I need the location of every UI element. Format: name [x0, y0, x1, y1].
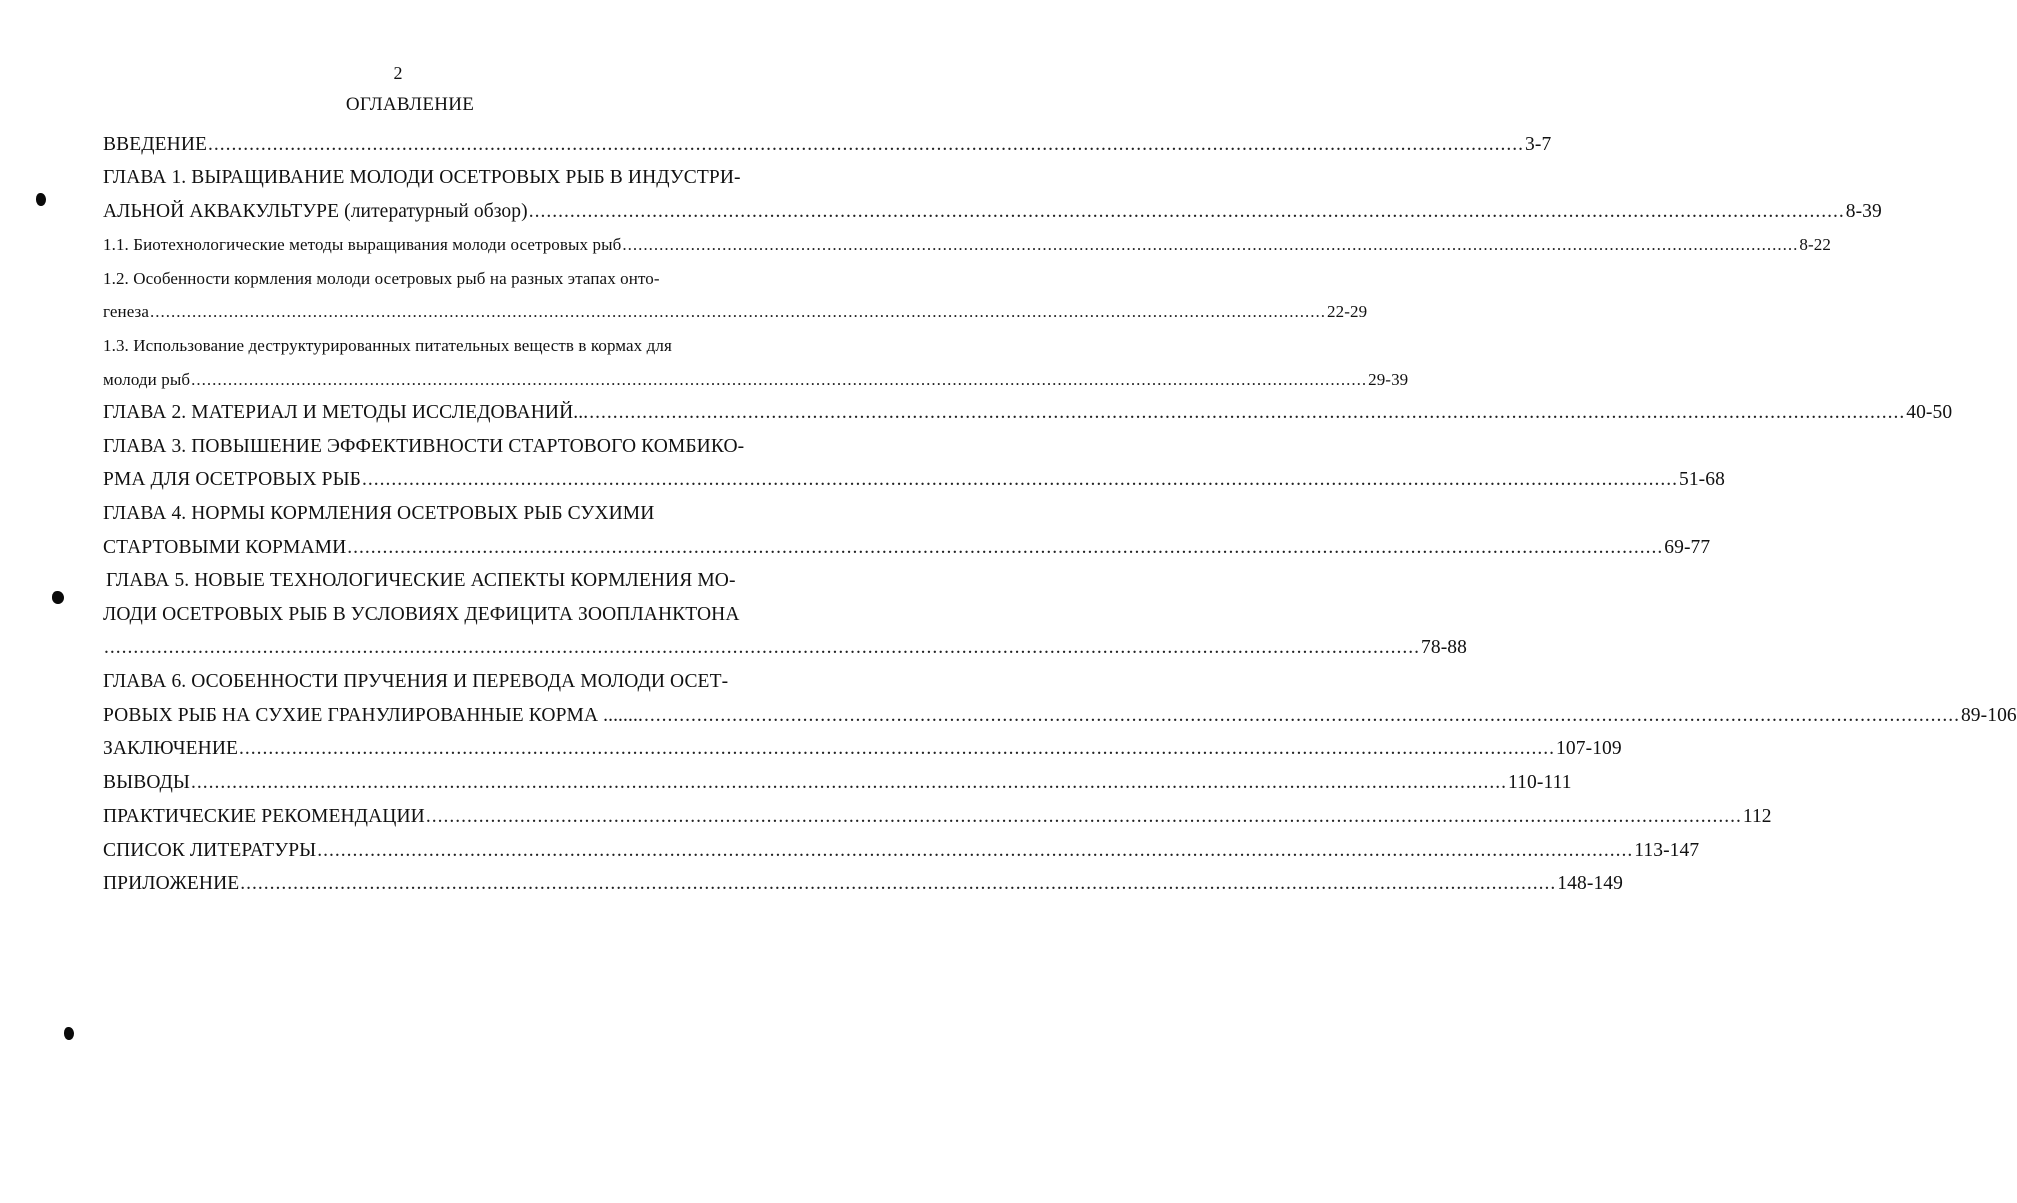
- toc-entry-ch4-line1: ГЛАВА 4. НОРМЫ КОРМЛЕНИЯ ОСЕТРОВЫХ РЫБ СУХИМИ: [103, 503, 655, 524]
- toc-entry-references: [103, 838, 1700, 864]
- toc-entry-s13-line2: [103, 367, 1409, 393]
- entry-pages: 29-39: [1368, 370, 1409, 389]
- dot-leader: ................................................................................................................................................................................................................................: [191, 772, 1508, 793]
- toc-entry-ch3-line1: ГЛАВА 3. ПОВЫШЕНИЕ ЭФФЕКТИВНОСТИ СТАРТОВОГО КОМБИКО-: [103, 436, 745, 457]
- entry-pages: 113-147: [1634, 840, 1700, 861]
- entry-pages: 110-111: [1508, 772, 1572, 793]
- dot-leader: ................................................................................................................................................................................................................................: [104, 637, 1420, 658]
- page-number: 2: [393, 63, 403, 83]
- entry-text: РМА ДЛЯ ОСЕТРОВЫХ РЫБ: [103, 469, 361, 490]
- toc-entry-ch1-line1: ГЛАВА 1. ВЫРАЩИВАНИЕ МОЛОДИ ОСЕТРОВЫХ РЫБ В ИНДУСТРИ-: [103, 167, 741, 188]
- entry-pages: 8-39: [1845, 201, 1882, 222]
- toc-entry-findings: [103, 770, 1572, 796]
- entry-pages: 89-106: [1960, 705, 2017, 726]
- entry-text: ПРАКТИЧЕСКИЕ РЕКОМЕНДАЦИИ: [103, 806, 425, 827]
- toc-title: ОГЛАВЛЕНИЕ: [345, 94, 475, 115]
- toc-entry-ch3-line2: [103, 467, 1725, 493]
- entry-pages: 51-68: [1678, 469, 1725, 490]
- entry-text: 1.1. Биотехнологические методы выращивания молоди осетровых рыб: [103, 235, 622, 254]
- dot-leader: ................................................................................................................................................................................................................................: [191, 370, 1368, 389]
- dot-leader: ................................................................................................................................................................................................................................: [589, 402, 1906, 423]
- toc-entry-ch1-line2: [103, 199, 1882, 225]
- dot-leader: ................................................................................................................................................................................................................................: [150, 302, 1327, 321]
- entry-text: СПИСОК ЛИТЕРАТУРЫ: [103, 840, 317, 861]
- toc-entry-conclusion: [103, 736, 1622, 762]
- toc-entry-ch5-line2: ЛОДИ ОСЕТРОВЫХ РЫБ В УСЛОВИЯХ ДЕФИЦИТА ЗООПЛАНКТОНА: [103, 604, 740, 625]
- toc-entry-s12-line2: [103, 299, 1368, 325]
- toc-entry-s13-line1: 1.3. Использование деструктурированных питательных веществ в кормах для: [103, 336, 672, 355]
- toc-entry-intro: [103, 132, 1552, 158]
- dot-leader: ................................................................................................................................................................................................................................: [317, 840, 1634, 861]
- entry-pages: 107-109: [1556, 738, 1622, 759]
- entry-text: молоди рыб: [103, 370, 191, 389]
- dot-leader: ................................................................................................................................................................................................................................: [239, 738, 1556, 759]
- entry-pages: 148-149: [1557, 873, 1623, 894]
- toc-entry-ch5-line3: [103, 635, 1467, 661]
- dot-leader: ................................................................................................................................................................................................................................: [528, 201, 1845, 222]
- entry-text: ВЫВОДЫ: [103, 772, 191, 793]
- dot-leader: ................................................................................................................................................................................................................................: [622, 235, 1799, 254]
- entry-text: ПРИЛОЖЕНИЕ: [103, 873, 240, 894]
- entry-text: ЗАКЛЮЧЕНИЕ: [103, 738, 239, 759]
- toc-entry-appendix: [103, 871, 1623, 897]
- binding-hole-mark: [52, 591, 64, 604]
- dot-leader: ................................................................................................................................................................................................................................: [643, 705, 1960, 726]
- entry-text: РОВЫХ РЫБ НА СУХИЕ ГРАНУЛИРОВАННЫЕ КОРМА ........: [103, 705, 643, 726]
- toc-entry-ch2: [103, 400, 1953, 426]
- toc-entry-s11: [103, 232, 1831, 258]
- entry-text: АЛЬНОЙ АКВАКУЛЬТУРЕ (литературный обзор): [103, 201, 528, 222]
- dot-leader: ................................................................................................................................................................................................................................: [347, 537, 1664, 558]
- dot-leader: ................................................................................................................................................................................................................................: [361, 469, 1678, 490]
- dot-leader: ................................................................................................................................................................................................................................: [240, 873, 1557, 894]
- entry-pages: 112: [1742, 806, 1772, 827]
- entry-pages: 69-77: [1664, 537, 1711, 558]
- dot-leader: ................................................................................................................................................................................................................................: [208, 134, 1525, 155]
- binding-hole-mark: [64, 1027, 74, 1040]
- toc-entry-s12-line1: 1.2. Особенности кормления молоди осетровых рыб на разных этапах онто-: [103, 269, 660, 288]
- entry-pages: 78-88: [1421, 637, 1467, 658]
- entry-pages: 40-50: [1906, 402, 1953, 423]
- entry-text: СТАРТОВЫМИ КОРМАМИ: [103, 537, 347, 558]
- entry-text: ВВЕДЕНИЕ: [103, 134, 208, 155]
- entry-pages: 8-22: [1799, 235, 1831, 254]
- dot-leader: ................................................................................................................................................................................................................................: [425, 806, 1742, 827]
- entry-text: генеза: [103, 302, 150, 321]
- toc-entry-ch4-line2: [103, 535, 1711, 561]
- binding-hole-mark: [36, 193, 46, 206]
- entry-text: ГЛАВА 2. МАТЕРИАЛ И МЕТОДЫ ИССЛЕДОВАНИЙ...: [103, 402, 589, 423]
- toc-entry-ch5-line1: ГЛАВА 5. НОВЫЕ ТЕХНОЛОГИЧЕСКИЕ АСПЕКТЫ КОРМЛЕНИЯ МО-: [106, 570, 736, 591]
- toc-entry-ch6-line2: [103, 703, 2017, 729]
- entry-pages: 22-29: [1327, 302, 1368, 321]
- toc-entry-ch6-line1: ГЛАВА 6. ОСОБЕННОСТИ ПРУЧЕНИЯ И ПЕРЕВОДА МОЛОДИ ОСЕТ-: [103, 671, 729, 692]
- entry-pages: 3-7: [1525, 134, 1552, 155]
- toc-entry-recommendations: [103, 804, 1772, 830]
